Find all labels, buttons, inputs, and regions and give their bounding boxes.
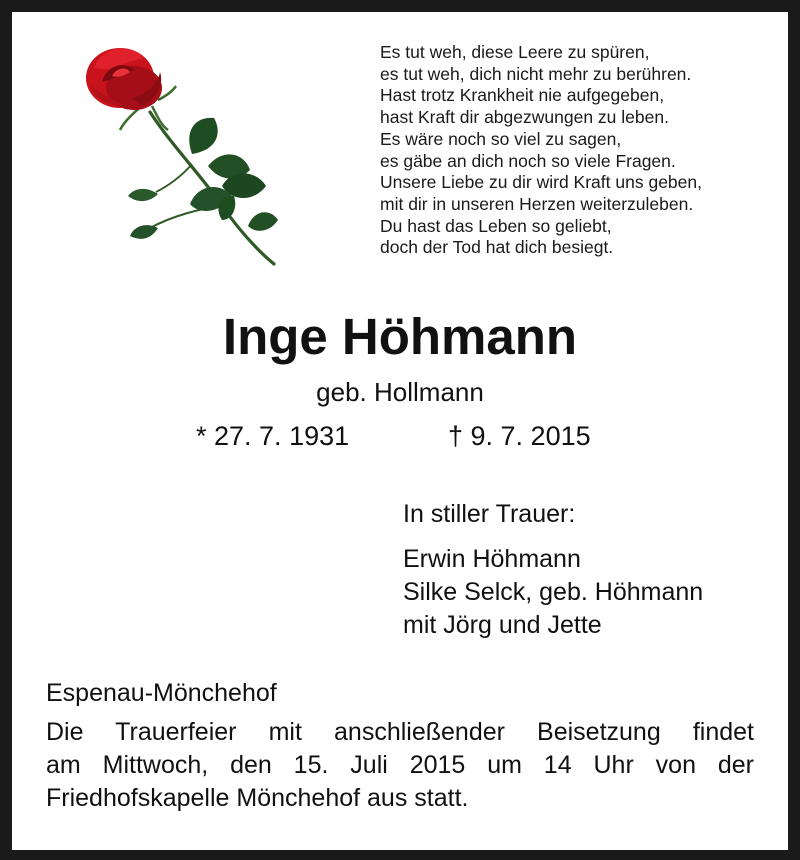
red-rose-icon bbox=[72, 36, 292, 276]
funeral-notice bbox=[46, 716, 754, 815]
poem-line: es tut weh, dich nicht mehr zu berühren. bbox=[380, 63, 692, 84]
mourners-list bbox=[403, 543, 703, 642]
poem-line: Unsere Liebe zu dir wird Kraft uns geben, bbox=[380, 172, 702, 193]
location: Espenau-Mönchehof bbox=[46, 679, 277, 707]
mourner: mit Jörg und Jette bbox=[403, 611, 602, 639]
poem-line: Hast trotz Krankheit nie aufgegeben, bbox=[380, 85, 665, 106]
death-date: † 9. 7. 2015 bbox=[448, 421, 591, 451]
poem-line: es gäbe an dich noch so viele Fragen. bbox=[380, 150, 676, 171]
birth-name: geb. Hollmann bbox=[316, 377, 484, 407]
poem-line: mit dir in unseren Herzen weiterzuleben. bbox=[380, 193, 694, 214]
poem-line: doch der Tod hat dich besiegt. bbox=[380, 237, 614, 258]
mourner: Erwin Höhmann bbox=[403, 545, 581, 573]
poem-line: Es tut weh, diese Leere zu spüren, bbox=[380, 42, 650, 62]
notice-line: am Mittwoch, den 15. Juli 2015 um 14 Uhr von der bbox=[46, 751, 754, 779]
deceased-name: Inge Höhmann bbox=[222, 308, 578, 365]
poem-line: Du hast das Leben so geliebt, bbox=[380, 215, 612, 236]
mourning-heading: In stiller Trauer: bbox=[403, 500, 576, 528]
notice-line: Friedhofskapelle Mönchehof aus statt. bbox=[46, 784, 469, 812]
poem-line: Es wäre noch so viel zu sagen, bbox=[380, 128, 622, 149]
mourner: Silke Selck, geb. Höhmann bbox=[403, 578, 704, 606]
poem-line: hast Kraft dir abgezwungen zu leben. bbox=[380, 107, 669, 128]
poem bbox=[380, 42, 780, 259]
notice-line: Die Trauerfeier mit anschließender Beisetzung findet bbox=[46, 718, 754, 746]
birth-date: * 27. 7. 1931 bbox=[196, 421, 350, 451]
